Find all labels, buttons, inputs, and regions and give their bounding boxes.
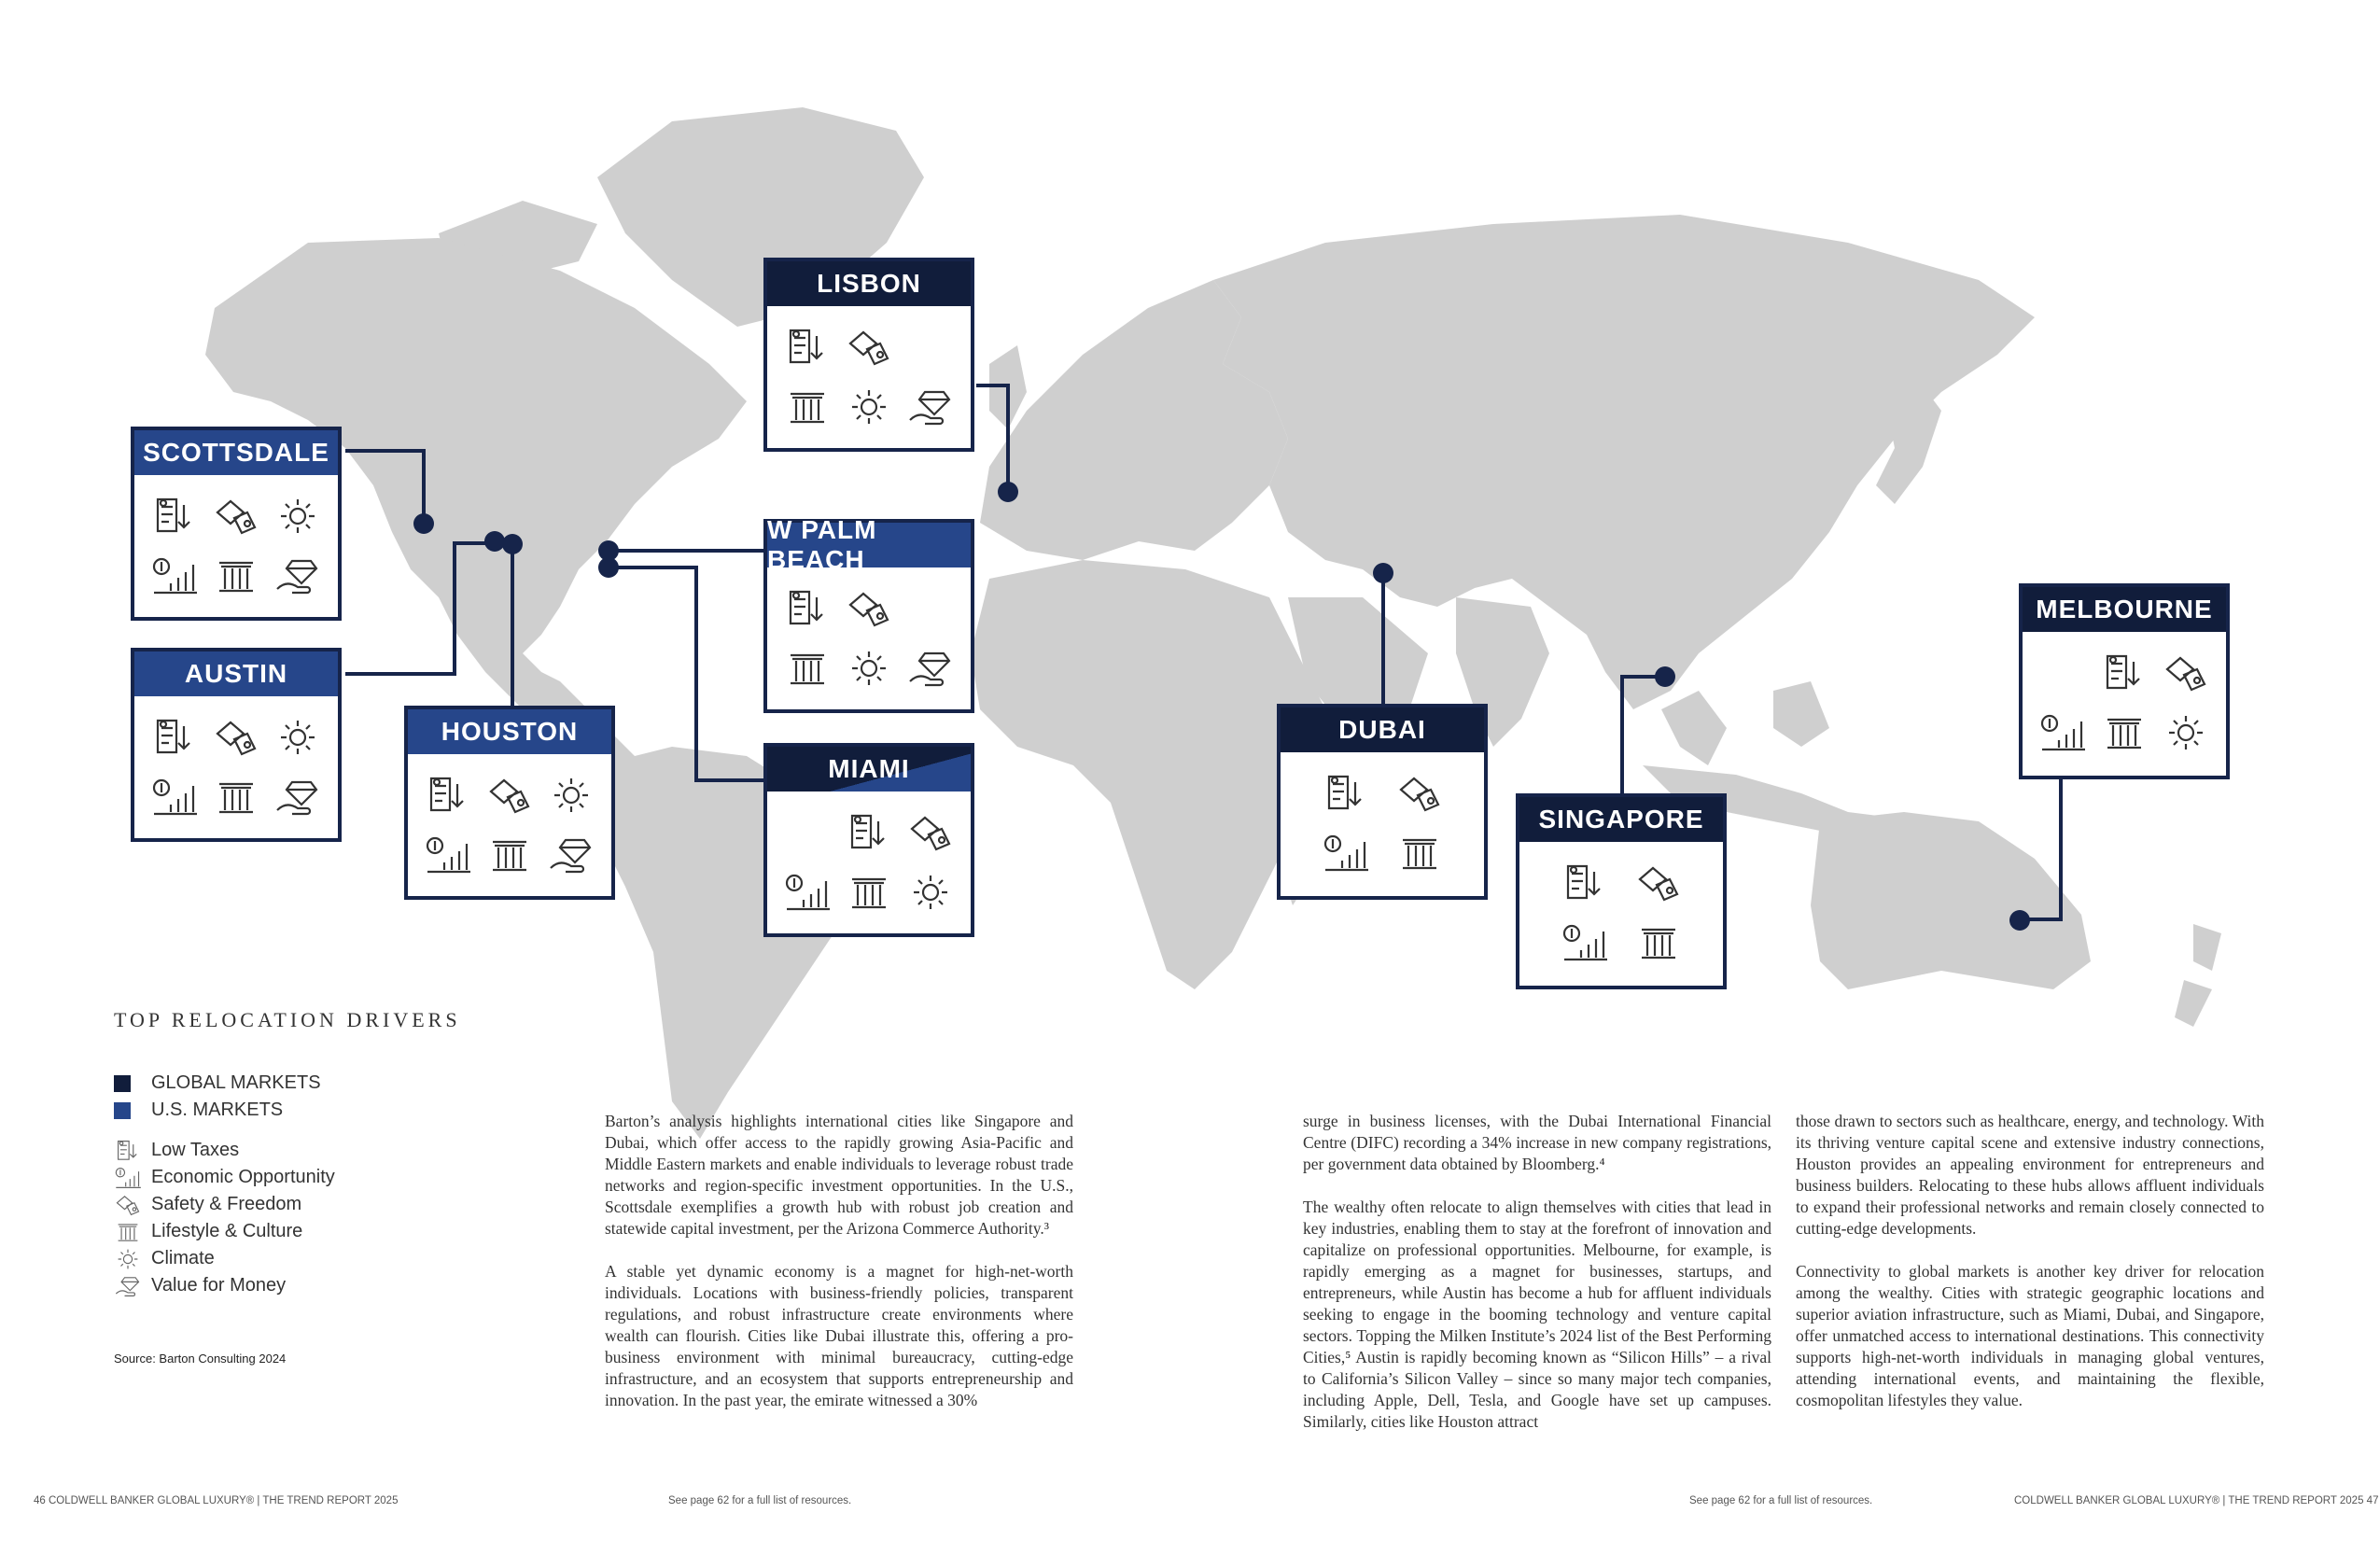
city-name: LISBON — [767, 261, 971, 306]
safety-freedom-icon — [1395, 773, 1444, 814]
economic-opportunity-icon — [783, 872, 832, 913]
value-for-money-icon — [547, 834, 595, 876]
city-box-w-palm-beach — [763, 515, 974, 713]
city-box-dubai — [1277, 704, 1488, 900]
low-taxes-icon — [150, 717, 199, 758]
legend-global-markets — [114, 1070, 335, 1097]
lifestyle-culture-icon — [1634, 922, 1683, 963]
low-taxes-icon — [1322, 773, 1370, 814]
city-box-miami — [763, 743, 974, 937]
economic-opportunity-icon — [1561, 922, 1609, 963]
climate-icon — [845, 386, 893, 427]
legend-label: GLOBAL MARKETS — [151, 1072, 321, 1093]
safety-freedom-icon — [845, 588, 893, 629]
lifestyle-culture-icon — [212, 777, 260, 818]
low-taxes-icon — [845, 812, 893, 853]
lifestyle-culture-icon — [485, 834, 534, 876]
climate-icon — [114, 1246, 142, 1272]
lifestyle-culture-icon — [1395, 833, 1444, 874]
body-column-3 — [1796, 1111, 2264, 1433]
economic-opportunity-icon — [114, 1165, 142, 1191]
low-taxes-icon — [783, 327, 832, 368]
safety-freedom-icon — [906, 812, 955, 853]
legend-label: Economic Opportunity — [151, 1167, 335, 1187]
low-taxes-icon — [2100, 652, 2149, 693]
economic-opportunity-icon — [150, 555, 199, 596]
economic-opportunity-icon — [1322, 833, 1370, 874]
legend-label: Lifestyle & Culture — [151, 1221, 303, 1241]
paragraph: surge in business licenses, with the Dubai International Financial Centre (DIFC) recording a 34% increase in new company registrations, per government data obtained by Bloomberg.⁴ — [1303, 1112, 1771, 1173]
legend-us-markets — [114, 1097, 335, 1124]
legend-lifestyle-culture — [114, 1218, 335, 1245]
paragraph: A stable yet dynamic economy is a magnet for high-net-worth individuals. Locations with business-friendly policies, transparent regulations, and robust infrastructure create environments where wealth can flourish. Cities like Dubai illustrate this, offering a pro-business environment with minimal bureaucracy, cutting-edge infrastructure, and an ecosystem that supports entrepreneurship and innovation. In the past year, the emirate witnessed a 30% — [605, 1262, 1073, 1409]
safety-freedom-icon — [114, 1192, 142, 1218]
value-for-money-icon — [114, 1273, 142, 1299]
city-box-lisbon — [763, 258, 974, 452]
city-name: HOUSTON — [408, 709, 611, 754]
climate-icon — [273, 717, 322, 758]
safety-freedom-icon — [2162, 652, 2210, 693]
value-for-money-icon — [906, 648, 955, 689]
legend-label: Value for Money — [151, 1275, 287, 1296]
economic-opportunity-icon — [150, 777, 199, 818]
global-markets-swatch — [114, 1075, 131, 1092]
legend-label: U.S. MARKETS — [151, 1100, 284, 1120]
source-note: Source: Barton Consulting 2024 — [114, 1352, 287, 1366]
lifestyle-culture-icon — [114, 1219, 142, 1245]
body-column-2 — [1303, 1111, 1771, 1454]
low-taxes-icon — [783, 588, 832, 629]
city-box-singapore — [1516, 793, 1727, 989]
body-column-1 — [605, 1111, 1073, 1433]
legend-title: TOP RELOCATION DRIVERS — [114, 1008, 461, 1031]
legend-safety-freedom — [114, 1191, 335, 1218]
paragraph: Barton’s analysis highlights international cities like Singapore and Dubai, which offer access to the rapidly growing Asia-Pacific and Middle Eastern markets and enable individuals to leverage robust trade networks and region-specific investment opportunities. In the U.S., Scottsdale exemplifies a growth hub with robust job creation and statewide capital investment, per the Arizona Commerce Authority.³ — [605, 1112, 1073, 1238]
city-box-scottsdale — [131, 427, 342, 621]
economic-opportunity-icon — [424, 834, 472, 876]
legend — [114, 1070, 335, 1299]
climate-icon — [906, 872, 955, 913]
low-taxes-icon — [114, 1138, 142, 1164]
city-name: SCOTTSDALE — [134, 430, 338, 475]
safety-freedom-icon — [485, 775, 534, 816]
city-box-austin — [131, 648, 342, 842]
lifestyle-culture-icon — [2100, 712, 2149, 753]
paragraph: Connectivity to global markets is another key driver for relocation among the wealthy. Cities with strategic geographic locations and superior aviation infrastructure, such as Miami, Dubai, and Singapore, offer unmatched access to international destinations. This connectivity supports high-net-worth individuals in managing global ventures, attending international events, and maintaining the flexible, cosmopolitan lifestyles they value. — [1796, 1262, 2264, 1409]
land-masses — [205, 107, 2221, 1139]
legend-low-taxes — [114, 1137, 335, 1164]
us-markets-swatch — [114, 1102, 131, 1119]
city-name: MIAMI — [767, 747, 971, 792]
paragraph: The wealthy often relocate to align themselves with cities that lead in key industries, enabling them to stay at the forefront of innovation and capitalize on professional opportunities. Melbourne, for example, is rapidly emerging as a magnet for businesses, startups, and entrepreneurs, while Austin has become a hub for affluent individuals seeking to engage in the booming technology and venture capital sectors. Topping the Milken Institute’s 2024 list of the Best Performing Cities,⁵ Austin is rapidly becoming known as “Silicon Hills” – a rival to California’s Silicon Valley – since so many major tech companies, including Apple, Dell, Tesla, and Google have set up campuses. Similarly, cities like Houston attract — [1303, 1198, 1771, 1431]
footer-left-note: See page 62 for a full list of resources. — [668, 1495, 852, 1506]
safety-freedom-icon — [212, 496, 260, 537]
footer-right-note: See page 62 for a full list of resources. — [1689, 1495, 1873, 1506]
city-name: MELBOURNE — [2023, 587, 2226, 632]
legend-climate — [114, 1245, 335, 1272]
value-for-money-icon — [273, 555, 322, 596]
city-name: SINGAPORE — [1519, 797, 1723, 842]
lifestyle-culture-icon — [783, 648, 832, 689]
city-name: DUBAI — [1281, 707, 1484, 752]
city-name: W PALM BEACH — [767, 523, 971, 567]
safety-freedom-icon — [845, 327, 893, 368]
value-for-money-icon — [906, 386, 955, 427]
low-taxes-icon — [1561, 862, 1609, 904]
city-box-houston — [404, 706, 615, 900]
low-taxes-icon — [424, 775, 472, 816]
city-box-melbourne — [2019, 583, 2230, 779]
footer-left: 46 COLDWELL BANKER GLOBAL LUXURY® | THE TREND REPORT 2025 — [34, 1495, 399, 1506]
legend-label: Low Taxes — [151, 1140, 240, 1160]
climate-icon — [273, 496, 322, 537]
lifestyle-culture-icon — [212, 555, 260, 596]
lifestyle-culture-icon — [845, 872, 893, 913]
economic-opportunity-icon — [2038, 712, 2087, 753]
low-taxes-icon — [150, 496, 199, 537]
paragraph: those drawn to sectors such as healthcare, energy, and technology. With its thriving venture capital scene and extensive industry connections, Houston provides an appealing environment for entrepreneurs and business builders. Relocating to these hubs allows affluent individuals to expand their professional networks and remain closely connected to cutting-edge developments. — [1796, 1112, 2264, 1238]
value-for-money-icon — [273, 777, 322, 818]
footer-right: COLDWELL BANKER GLOBAL LUXURY® | THE TREND REPORT 2025 47 — [2014, 1495, 2379, 1506]
lifestyle-culture-icon — [783, 386, 832, 427]
legend-economic-opportunity — [114, 1164, 335, 1191]
safety-freedom-icon — [1634, 862, 1683, 904]
city-name: AUSTIN — [134, 651, 338, 696]
legend-label: Safety & Freedom — [151, 1194, 302, 1214]
legend-value-for-money — [114, 1272, 335, 1299]
climate-icon — [2162, 712, 2210, 753]
climate-icon — [845, 648, 893, 689]
legend-label: Climate — [151, 1248, 215, 1268]
safety-freedom-icon — [212, 717, 260, 758]
climate-icon — [547, 775, 595, 816]
